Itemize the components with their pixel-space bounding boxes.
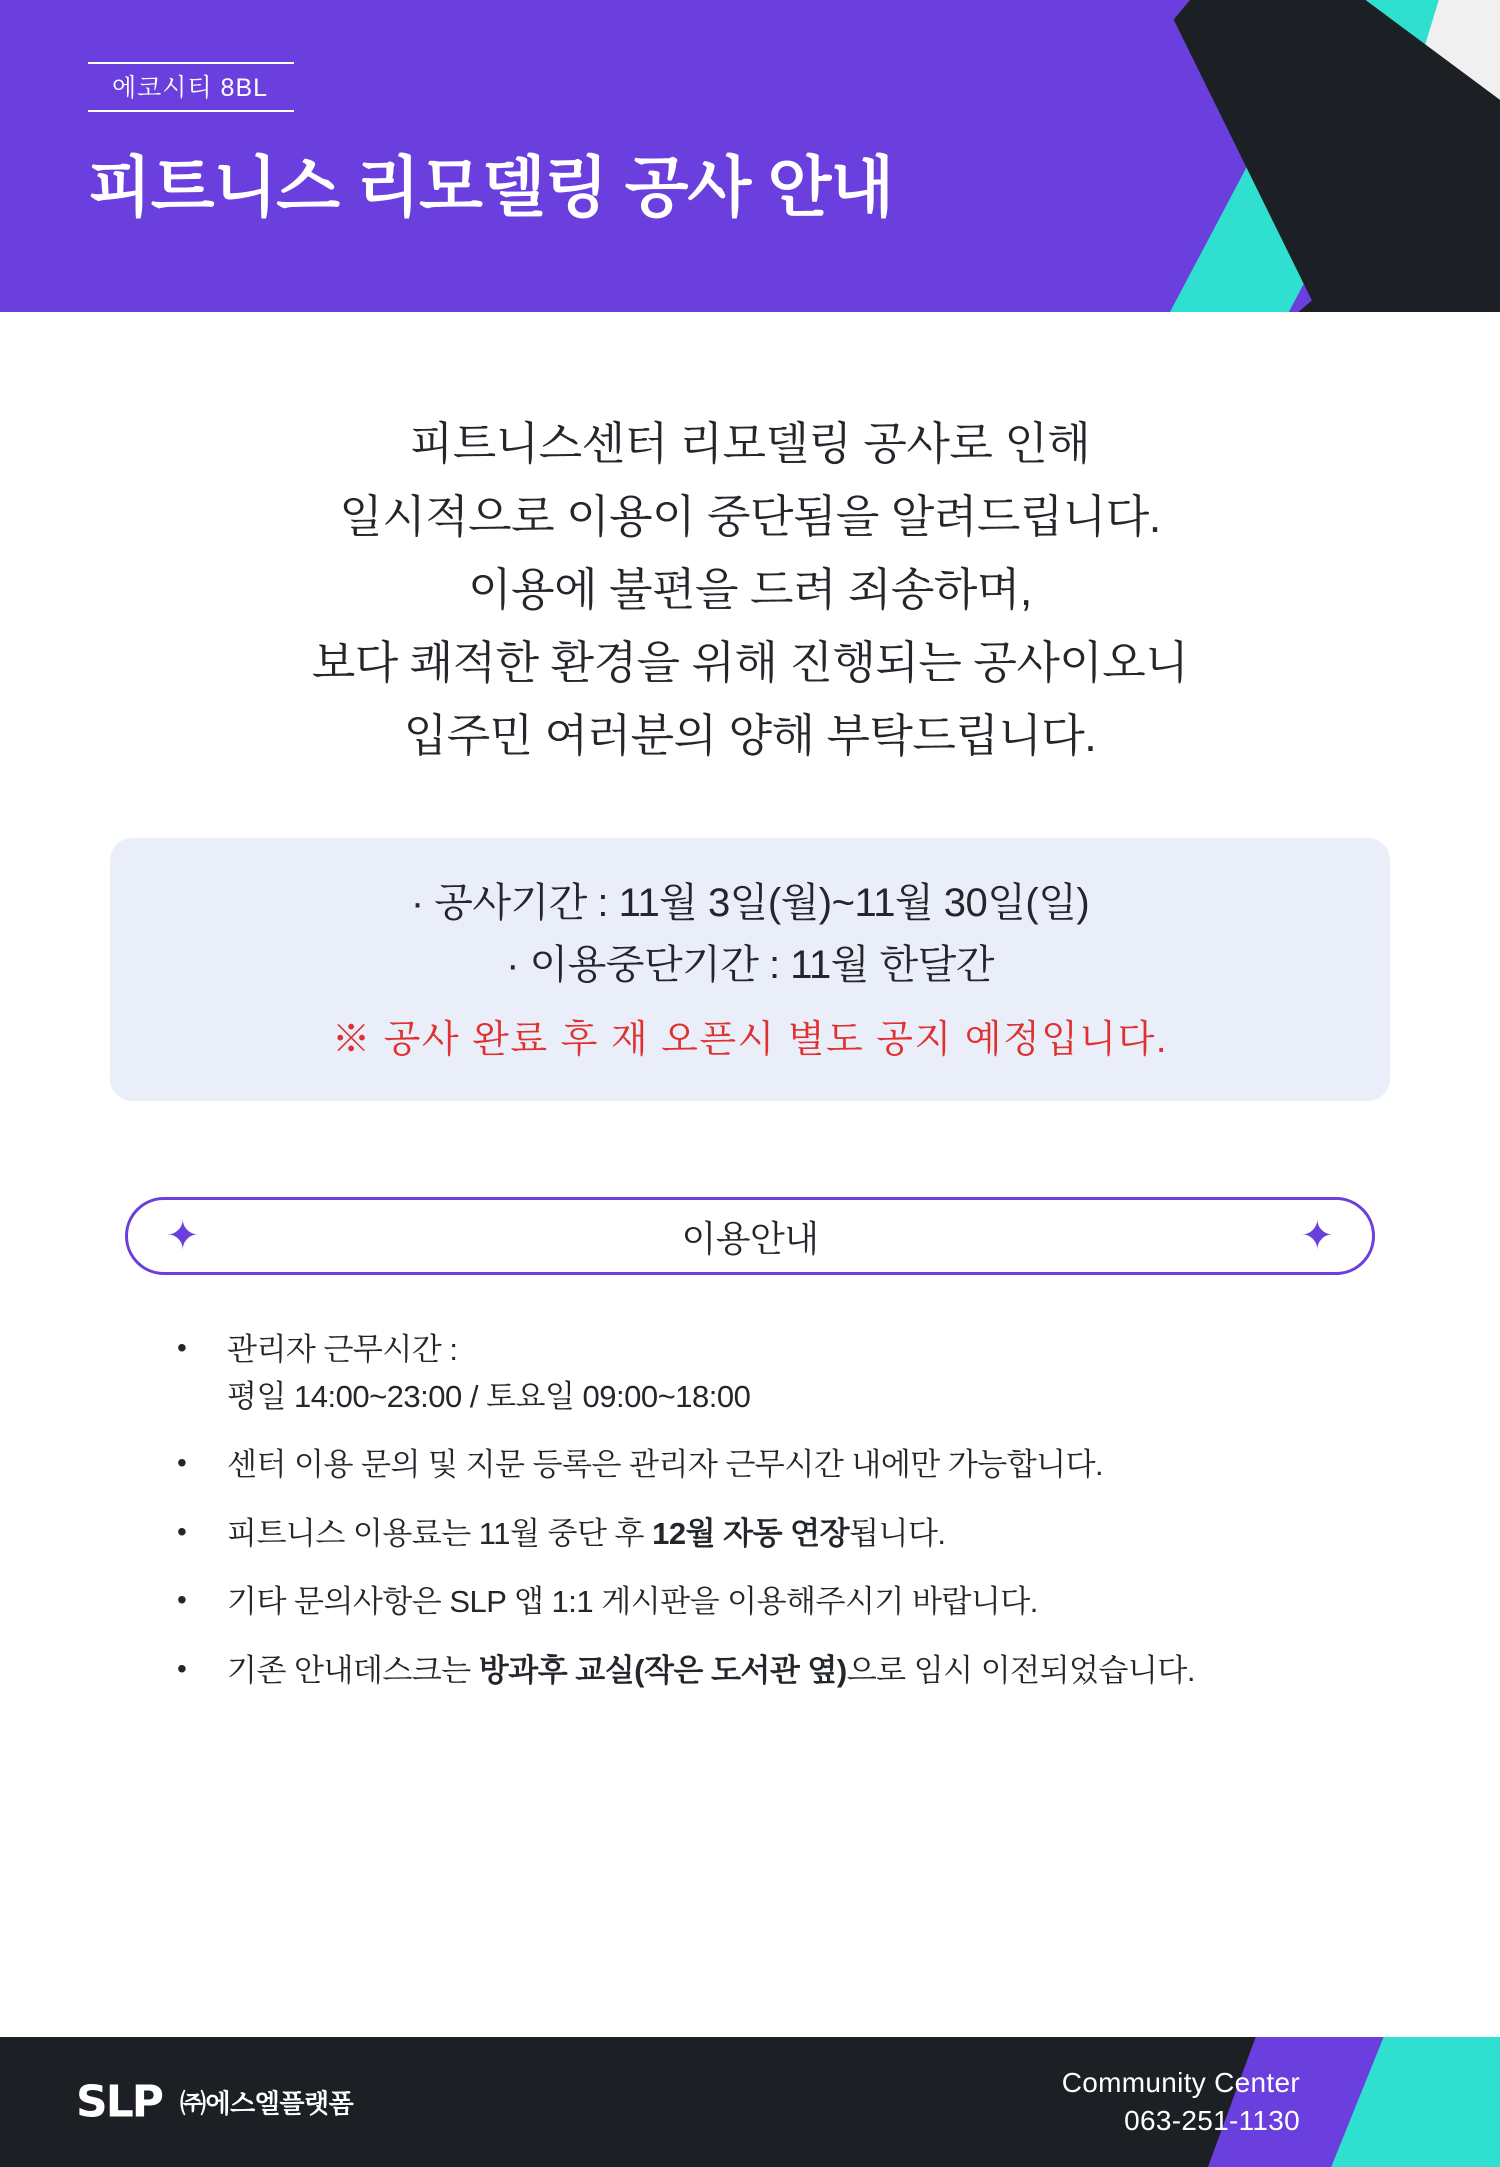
contact-phone: 063-251-1130 <box>1124 2105 1300 2136</box>
header-text-block <box>88 62 893 229</box>
construction-period: · 공사기간 : 11월 3일(월)~11월 30일(일) <box>410 881 1090 926</box>
slp-logo: SLP <box>76 2076 162 2128</box>
note-text: 센터 이용 문의 및 지문 등록은 관리자 근무시간 내에만 가능합니다. <box>227 1447 1104 1483</box>
reopen-notice: ※ 공사 완료 후 재 오픈시 별도 공지 예정입니다. <box>332 1019 1168 1062</box>
footer-contact <box>1062 2064 1300 2140</box>
poster-header <box>0 0 1500 312</box>
section-title-label: 이용안내 <box>681 1217 819 1259</box>
list-item <box>135 1327 1365 1420</box>
sparkle-icon-left: ✦ <box>166 1214 200 1259</box>
note-text: 관리자 근무시간 : <box>227 1332 458 1368</box>
usage-notes-list <box>135 1327 1365 1694</box>
note-subtext: 평일 14:00~23:00 / 토요일 09:00~18:00 <box>227 1378 751 1414</box>
lead-line-1: 피트니스센터 리모델링 공사로 인해 <box>409 418 1091 469</box>
note-text-bold: 방과후 교실(작은 도서관 옆) <box>478 1652 847 1688</box>
note-text-prefix: 기존 안내데스크는 <box>227 1652 479 1688</box>
lead-line-5: 입주민 여러분의 양해 부탁드립니다. <box>403 709 1097 761</box>
company-name: ㈜에스엘플랫폼 <box>179 2088 354 2119</box>
community-center-label: Community Center <box>1061 2067 1300 2099</box>
page-title: 피트니스 리모델링 공사 안내 <box>88 150 894 224</box>
list-item <box>135 1442 1365 1489</box>
suspension-period: · 이용중단기간 : 11월 한달간 <box>506 943 994 988</box>
note-text-prefix: 피트니스 이용료는 11월 중단 후 <box>227 1515 653 1551</box>
lead-line-4: 보다 쾌적한 환경을 위해 진행되는 공사이오니 <box>311 636 1189 688</box>
note-text-suffix: 으로 임시 이전되었습니다. <box>846 1652 1195 1688</box>
lead-line-3: 이용에 불편을 드려 죄송하며, <box>468 563 1032 615</box>
footer-brand <box>76 2077 353 2128</box>
header-badge-label: 에코시티 8BL <box>112 74 269 102</box>
list-item <box>135 1579 1365 1626</box>
list-item <box>135 1648 1365 1695</box>
note-text-bold: 12월 자동 연장 <box>652 1515 850 1551</box>
lead-line-2: 일시적으로 이용이 중단됨을 알려드립니다. <box>339 490 1161 542</box>
lead-paragraph <box>0 312 1500 772</box>
header-badge <box>88 62 294 112</box>
section-title-pill <box>125 1197 1375 1275</box>
sparkle-icon-right: ✦ <box>1300 1214 1334 1259</box>
list-item <box>135 1511 1365 1558</box>
poster-footer <box>0 2037 1500 2167</box>
period-info-box <box>110 838 1390 1101</box>
note-text: 기타 문의사항은 SLP 앱 1:1 게시판을 이용해주시기 바랍니다. <box>227 1584 1038 1620</box>
note-text-suffix: 됩니다. <box>849 1515 946 1551</box>
poster-body <box>0 312 1500 2037</box>
